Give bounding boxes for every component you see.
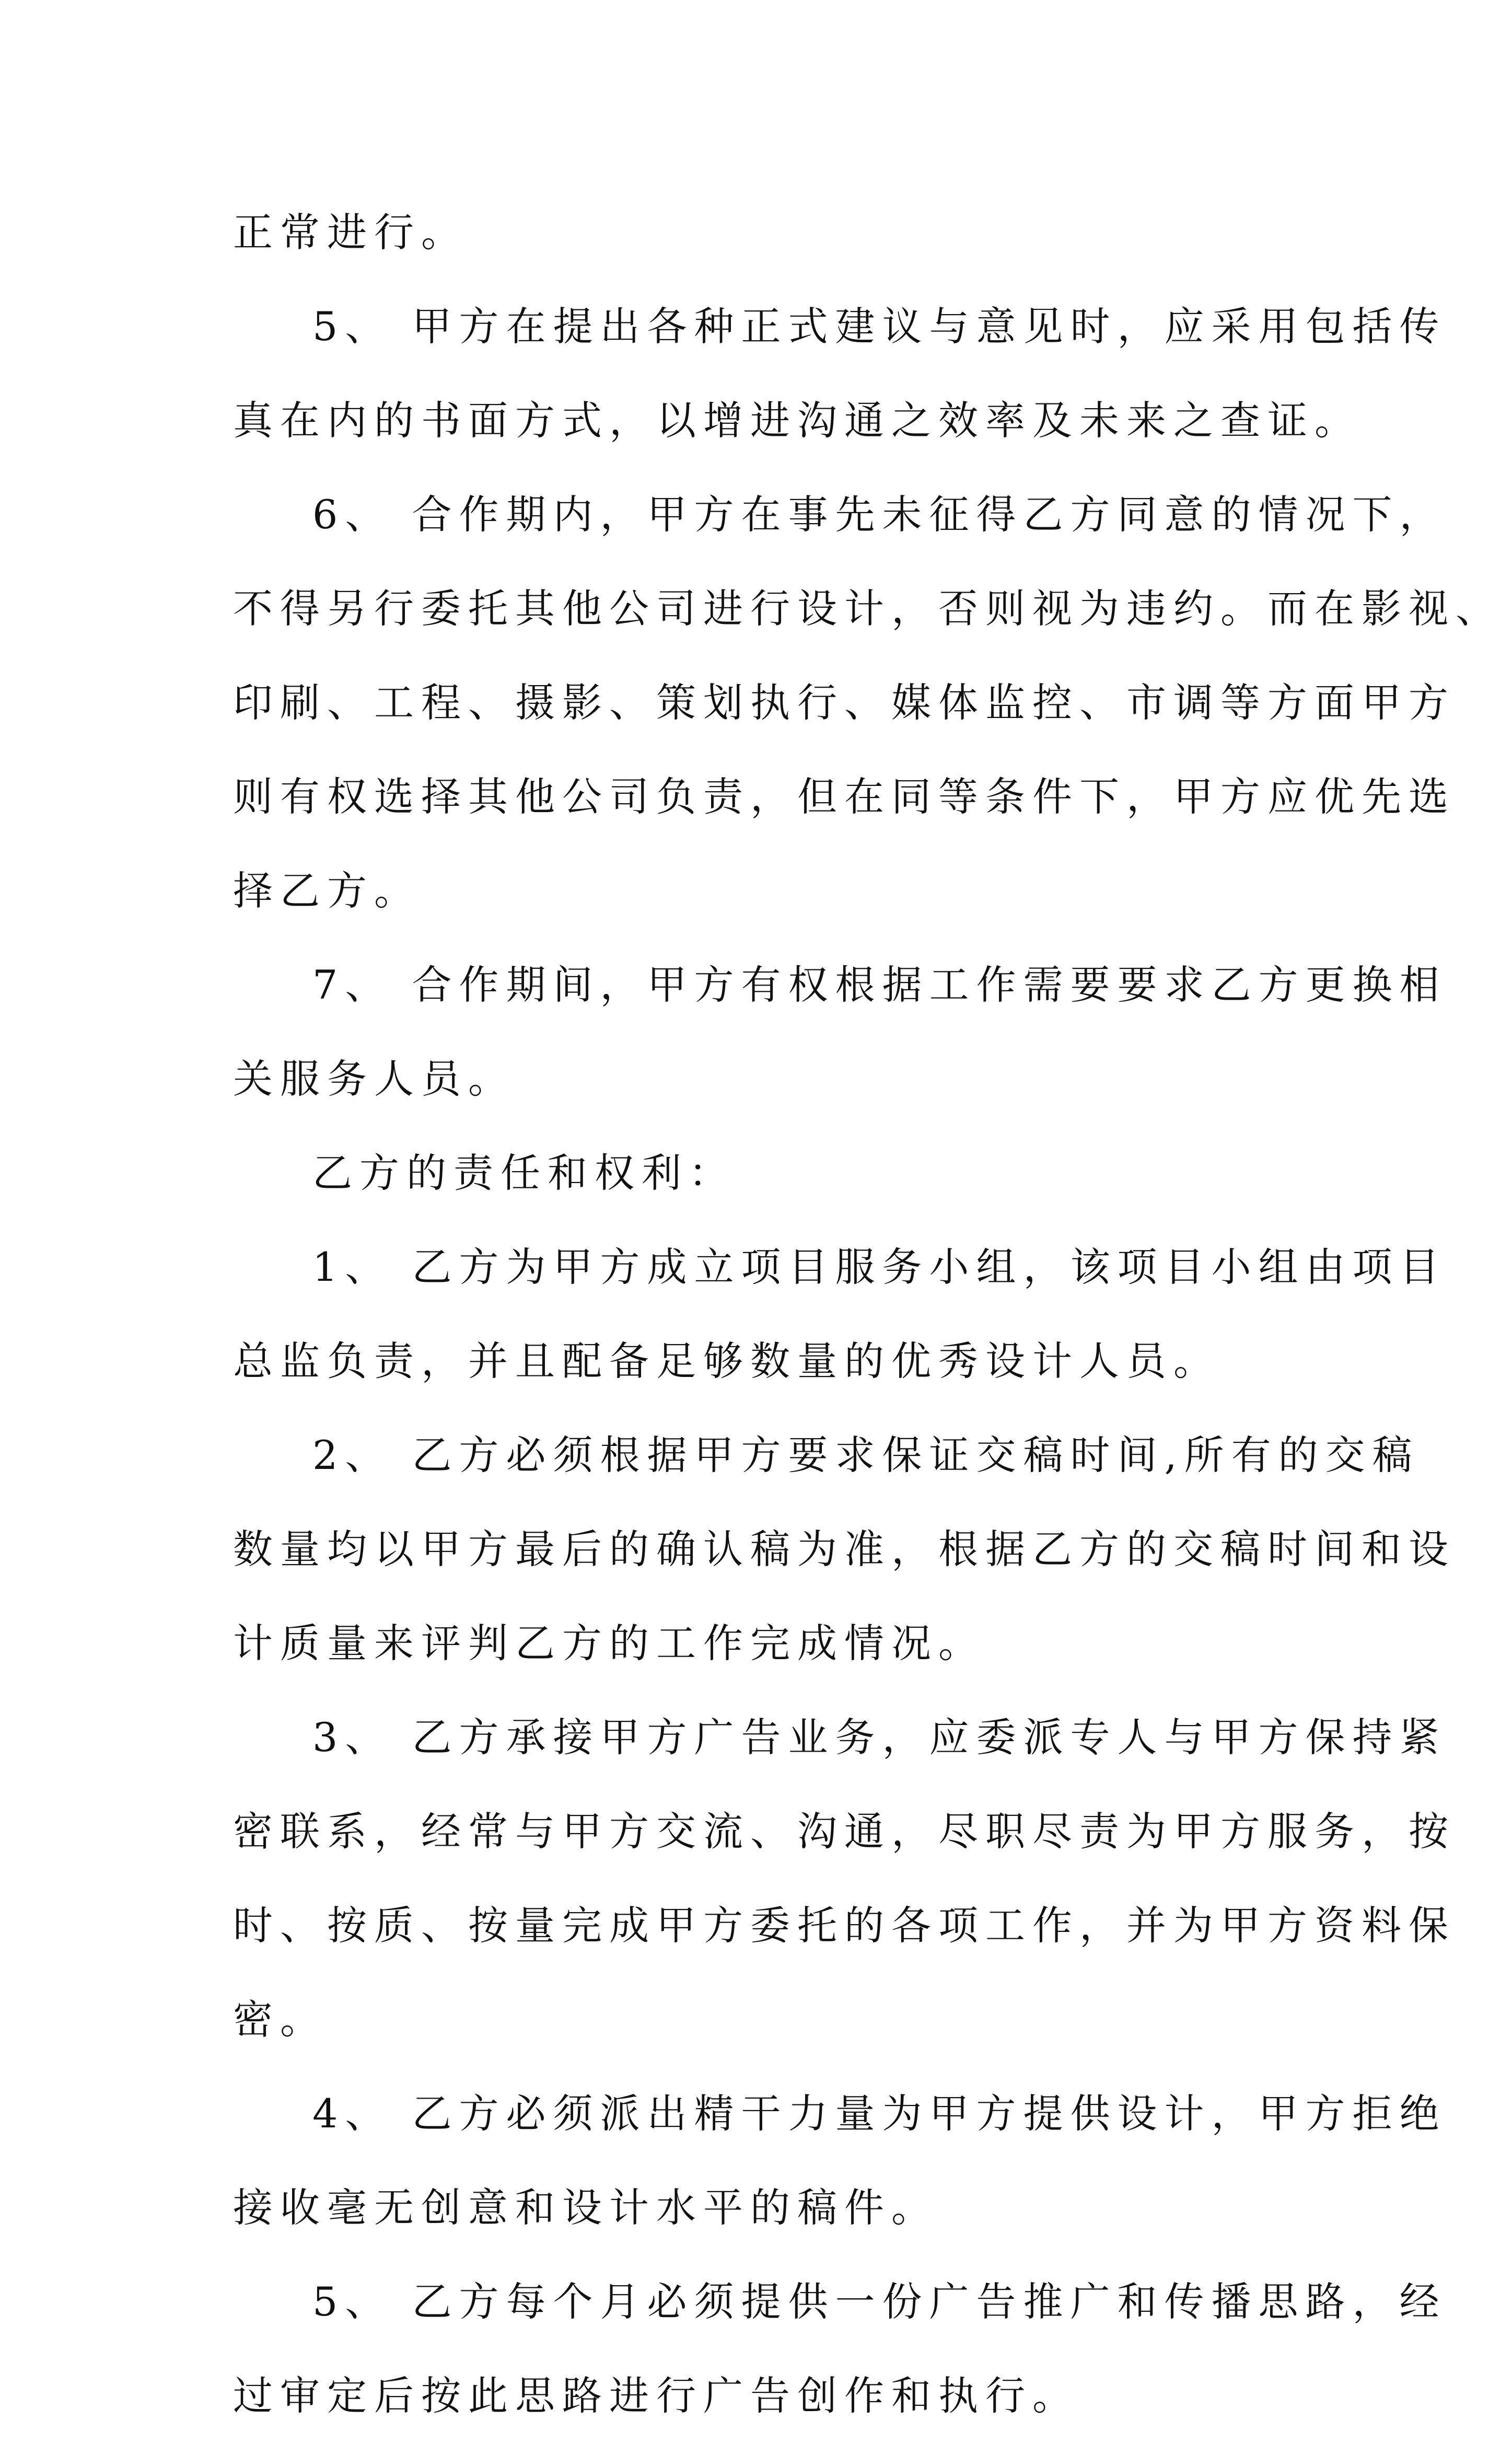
- text-line: 5、 乙方每个月必须提供一份广告推广和传播思路，经: [312, 2278, 1447, 2325]
- text-line: 总监负责，并且配备足够数量的优秀设计人员。: [233, 1338, 1220, 1384]
- text-line: 6、 合作期内，甲方在事先未征得乙方同意的情况下，: [312, 491, 1447, 538]
- text-line: 5、 甲方在提出各种正式建议与意见时，应采用包括传: [312, 303, 1447, 350]
- text-line: 2、 乙方必须根据甲方要求保证交稿时间,所有的交稿: [312, 1432, 1420, 1478]
- text-line: 真在内的书面方式，以增进沟通之效率及未来之查证。: [233, 397, 1362, 444]
- text-line: 计质量来评判乙方的工作完成情况。: [233, 1620, 985, 1666]
- text-line: 正常进行。: [233, 209, 468, 256]
- text-line: 4、 乙方必须派出精干力量为甲方提供设计，甲方拒绝: [312, 2090, 1447, 2137]
- text-line: 印刷、工程、摄影、策划执行、媒体监控、市调等方面甲方: [233, 679, 1456, 726]
- text-line: 3、 乙方承接甲方广告业务，应委派专人与甲方保持紧: [312, 1714, 1447, 1761]
- text-line: 数量均以甲方最后的确认稿为准，根据乙方的交稿时间和设: [233, 1526, 1456, 1572]
- text-line: 1、 乙方为甲方成立项目服务小组，该项目小组由项目: [312, 1244, 1447, 1290]
- text-line: 时、按质、按量完成甲方委托的各项工作，并为甲方资料保: [233, 1902, 1456, 1949]
- text-line: 7、 合作期间，甲方有权根据工作需要要求乙方更换相: [312, 962, 1447, 1008]
- text-line: 过审定后按此思路进行广告创作和执行。: [233, 2372, 1079, 2419]
- text-line: 择乙方。: [233, 867, 421, 914]
- text-line: 密联系，经常与甲方交流、沟通，尽职尽责为甲方服务，按: [233, 1808, 1456, 1855]
- text-line: 则有权选择其他公司负责，但在同等条件下，甲方应优先选: [233, 773, 1456, 820]
- text-line: 不得另行委托其他公司进行设计，否则视为违约。而在影视、: [233, 585, 1503, 632]
- document-body: [233, 186, 1503, 2443]
- text-line: 密。: [233, 1996, 327, 2043]
- text-line: 关服务人员。: [233, 1056, 515, 1102]
- section-heading: 乙方的责任和权利：: [312, 1150, 736, 1196]
- text-line: 接收毫无创意和设计水平的稿件。: [233, 2184, 938, 2231]
